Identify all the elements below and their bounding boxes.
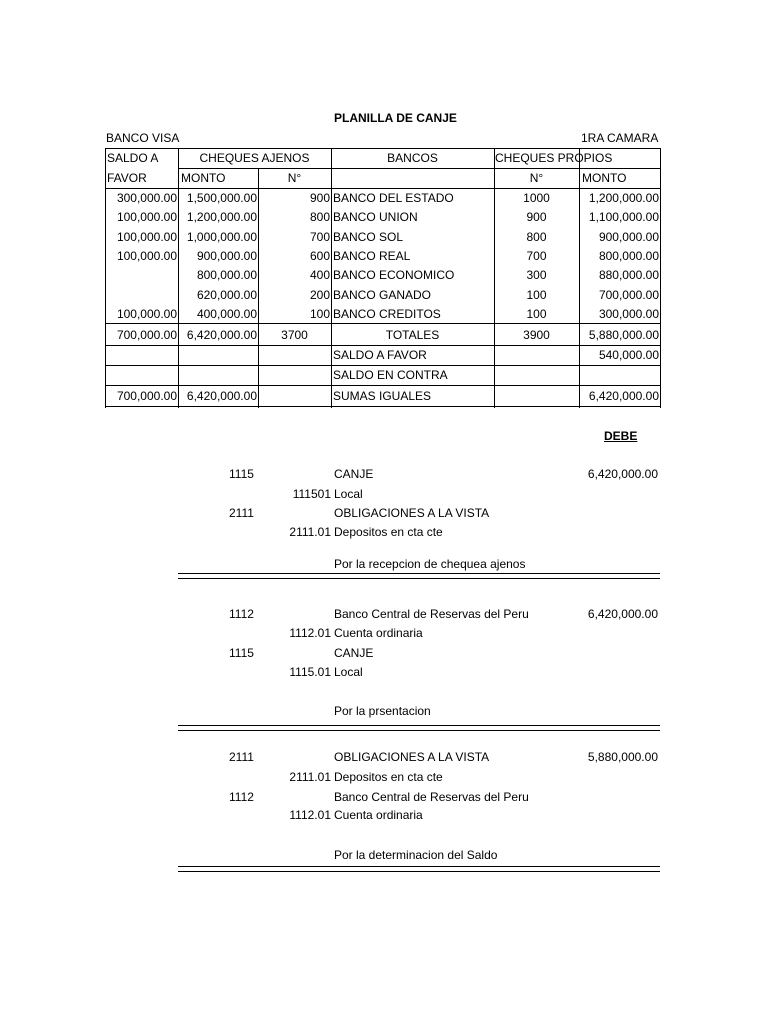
row-monto: 400,000.00 bbox=[196, 307, 257, 321]
entry-double-rule bbox=[178, 866, 660, 872]
row-saldo: 300,000.00 bbox=[116, 191, 177, 205]
sumas-label: SUMAS IGUALES bbox=[333, 389, 432, 403]
row-num: 700 bbox=[309, 230, 330, 244]
table-border-bottom bbox=[105, 406, 661, 407]
entry-amount: 6,420,000.00 bbox=[587, 607, 658, 621]
totales-saldo: 700,000.00 bbox=[116, 328, 177, 342]
row-monto2: 800,000.00 bbox=[598, 249, 659, 263]
row-monto2: 700,000.00 bbox=[598, 288, 659, 302]
saldo-en-contra-label: SALDO EN CONTRA bbox=[333, 368, 448, 382]
bank-name: BANCO VISA bbox=[106, 131, 180, 145]
row-banco: BANCO REAL bbox=[333, 249, 411, 263]
entry-desc: Local bbox=[334, 487, 363, 501]
totales-monto2: 5,880,000.00 bbox=[588, 328, 659, 342]
entry-glosa: Por la determinacion del Saldo bbox=[334, 848, 498, 862]
entry-double-rule bbox=[178, 725, 660, 731]
entry-double-rule bbox=[178, 573, 660, 579]
row-num: 200 bbox=[309, 288, 330, 302]
entry-amount: 6,420,000.00 bbox=[587, 467, 658, 481]
row-num2: 900 bbox=[526, 210, 547, 224]
entry-desc: Banco Central de Reservas del Peru bbox=[334, 790, 529, 804]
totales-num2: 3900 bbox=[523, 328, 550, 342]
totales-label: TOTALES bbox=[385, 328, 440, 342]
row-banco: BANCO CREDITOS bbox=[333, 307, 441, 321]
page-title: PLANILLA DE CANJE bbox=[334, 111, 457, 125]
row-num2: 700 bbox=[526, 249, 547, 263]
entry-subcode: 1112.01 bbox=[289, 808, 331, 822]
header-favor: FAVOR bbox=[107, 171, 147, 185]
row-saldo: 100,000.00 bbox=[116, 210, 177, 224]
camara-label: 1RA CAMARA bbox=[581, 131, 659, 145]
sumas-monto: 6,420,000.00 bbox=[186, 389, 257, 403]
row-banco: BANCO DEL ESTADO bbox=[333, 191, 454, 205]
table-border-right bbox=[660, 148, 661, 408]
canje-table bbox=[105, 148, 661, 408]
row-num2: 1000 bbox=[523, 191, 550, 205]
entry-desc: CANJE bbox=[334, 467, 374, 481]
entry-desc: OBLIGACIONES A LA VISTA bbox=[334, 750, 490, 764]
row-num: 900 bbox=[309, 191, 330, 205]
entry-glosa: Por la recepcion de chequea ajenos bbox=[334, 557, 526, 571]
row-banco: BANCO SOL bbox=[333, 230, 404, 244]
entry-desc: Cuenta ordinaria bbox=[334, 626, 423, 640]
entry-desc: CANJE bbox=[334, 646, 374, 660]
header-cheques-propios: CHEQUES PROPIOS bbox=[495, 151, 613, 165]
saldo-a-favor-label: SALDO A FAVOR bbox=[333, 348, 427, 362]
table-border-col3 bbox=[331, 148, 332, 408]
entry-code: 1115 bbox=[229, 467, 254, 481]
row-num: 400 bbox=[309, 268, 330, 282]
row-num2: 100 bbox=[526, 307, 547, 321]
header-monto-propios: MONTO bbox=[582, 171, 627, 185]
row-monto: 1,000,000.00 bbox=[186, 230, 257, 244]
entry-glosa: Por la prsentacion bbox=[334, 704, 431, 718]
row-saldo: 100,000.00 bbox=[116, 230, 177, 244]
row-monto: 1,500,000.00 bbox=[186, 191, 257, 205]
saldo-a-favor-monto: 540,000.00 bbox=[598, 348, 659, 362]
entry-desc: OBLIGACIONES A LA VISTA bbox=[334, 506, 490, 520]
header-monto-ajenos: MONTO bbox=[181, 171, 226, 185]
entry-code: 2111 bbox=[229, 506, 254, 520]
entry-code: 1112 bbox=[229, 790, 254, 804]
row-banco: BANCO ECONOMICO bbox=[333, 268, 455, 282]
row-num2: 300 bbox=[526, 268, 547, 282]
row-saldo bbox=[105, 265, 177, 285]
row-monto2: 900,000.00 bbox=[598, 230, 659, 244]
entry-subcode: 1112.01 bbox=[289, 626, 331, 640]
entry-desc: Banco Central de Reservas del Peru bbox=[334, 607, 529, 621]
row-banco: BANCO GANADO bbox=[333, 288, 432, 302]
totales-num: 3700 bbox=[281, 328, 308, 342]
entry-subcode: 2111.01 bbox=[289, 525, 331, 539]
row-num2: 800 bbox=[526, 230, 547, 244]
entry-amount: 5,880,000.00 bbox=[587, 750, 658, 764]
entry-code: 1115 bbox=[229, 646, 254, 660]
entry-subcode: 1115.01 bbox=[289, 665, 331, 679]
row-monto: 620,000.00 bbox=[196, 288, 257, 302]
row-monto: 900,000.00 bbox=[196, 249, 257, 263]
entry-desc: Depositos en cta cte bbox=[334, 525, 443, 539]
sumas-monto2: 6,420,000.00 bbox=[588, 389, 659, 403]
row-saldo: 100,000.00 bbox=[116, 307, 177, 321]
row-monto2: 300,000.00 bbox=[598, 307, 659, 321]
entry-code: 1112 bbox=[229, 607, 254, 621]
entry-desc: Depositos en cta cte bbox=[334, 770, 443, 784]
header-saldo: SALDO A bbox=[107, 151, 159, 165]
row-banco: BANCO UNION bbox=[333, 210, 418, 224]
entry-desc: Cuenta ordinaria bbox=[334, 808, 423, 822]
row-monto2: 880,000.00 bbox=[598, 268, 659, 282]
row-monto: 800,000.00 bbox=[196, 268, 257, 282]
header-cheques-ajenos: CHEQUES AJENOS bbox=[199, 151, 310, 165]
sumas-saldo: 700,000.00 bbox=[116, 389, 177, 403]
header-bancos: BANCOS bbox=[387, 151, 438, 165]
header-num-propios: N° bbox=[529, 171, 544, 185]
header-num-ajenos: N° bbox=[287, 171, 302, 185]
row-monto2: 1,100,000.00 bbox=[588, 210, 659, 224]
entry-subcode: 2111.01 bbox=[289, 770, 331, 784]
entry-subcode: 111501 bbox=[292, 487, 331, 501]
row-num: 600 bbox=[309, 249, 330, 263]
row-num: 800 bbox=[309, 210, 330, 224]
row-saldo bbox=[105, 285, 177, 305]
row-monto2: 1,200,000.00 bbox=[588, 191, 659, 205]
entry-desc: Local bbox=[334, 665, 363, 679]
row-num: 100 bbox=[309, 307, 330, 321]
debe-heading: DEBE bbox=[604, 429, 638, 443]
row-saldo: 100,000.00 bbox=[116, 249, 177, 263]
row-num2: 100 bbox=[526, 288, 547, 302]
entry-code: 2111 bbox=[229, 750, 254, 764]
totales-monto: 6,420,000.00 bbox=[186, 328, 257, 342]
row-monto: 1,200,000.00 bbox=[186, 210, 257, 224]
